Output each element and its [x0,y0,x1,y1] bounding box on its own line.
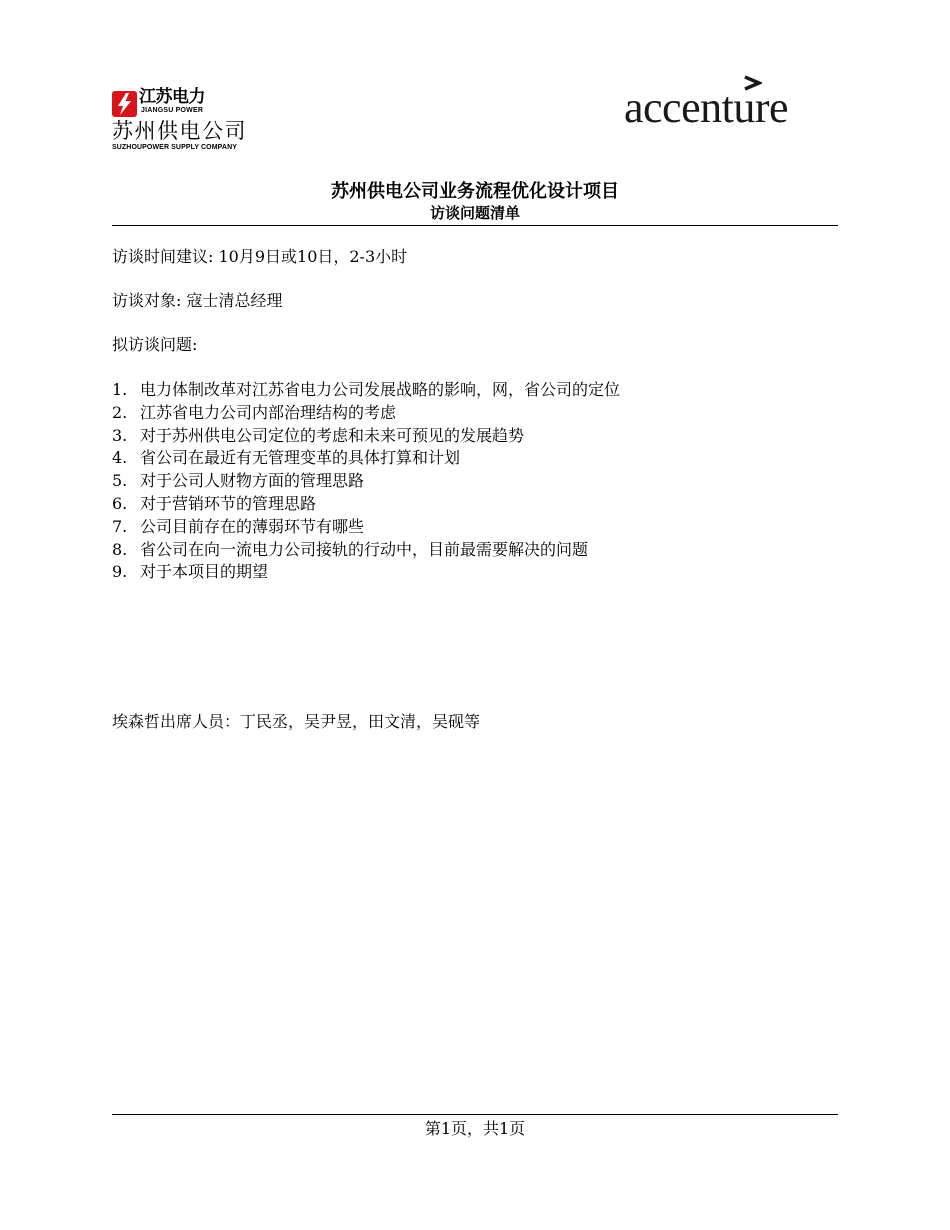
list-item-number: 6. [112,493,128,513]
accenture-wordmark: accenture [624,83,789,132]
list-item-number: 7. [112,516,128,536]
list-item-text: 对于公司人财物方面的管理思路 [140,471,365,491]
interview-time: 访谈时间建议: 10月9日或10日，2-3小时 [112,247,408,266]
accenture-logo [624,74,834,134]
list-item [112,561,620,584]
brand-name-en: JIANGSU POWER [141,107,204,114]
list-item-text: 对于本项目的期望 [140,562,269,582]
list-item-number: 2. [112,402,128,422]
interviewee: 访谈对象: 寇士清总经理 [112,291,283,310]
list-item-number: 8. [112,539,128,559]
list-item [112,402,620,425]
list-item [112,470,620,493]
list-item-text: 电力体制改革对江苏省电力公司发展战略的影响，网，省公司的定位 [140,380,621,399]
list-item [112,493,620,516]
brand-name-cn: 江苏电力 [139,87,205,107]
power-bolt-icon [112,91,137,117]
list-item-text: 对于苏州供电公司定位的考虑和未来可预见的发展趋势 [140,425,525,445]
suzhou-power-logo [112,88,287,156]
list-item [112,447,620,470]
list-item-text: 省公司在向一流电力公司接轨的行动中，目前最需要解决的问题 [140,539,589,559]
page-number: 第1页，共1页 [424,1119,526,1138]
company-name-cn: 苏州供电公司 [112,119,247,143]
list-item-text: 江苏省电力公司内部治理结构的考虑 [140,402,397,422]
header-divider [112,225,838,226]
list-item-text: 公司目前存在的薄弱环节有哪些 [140,516,365,536]
list-item [112,516,620,539]
list-item-number: 1. [112,380,128,399]
document-title: 苏州供电公司业务流程优化设计项目 [331,181,619,202]
list-item-number: 5. [112,471,128,491]
document-subtitle: 访谈问题清单 [429,204,520,222]
list-item-text: 省公司在最近有无管理变革的具体打算和计划 [140,448,461,468]
company-name-en: SUZHOUPOWER SUPPLY COMPANY [112,144,237,151]
list-item-number: 3. [112,425,128,445]
list-item-number: 4. [112,448,128,468]
attendees: 埃森哲出席人员：丁民丞，吴尹昱，田文清，吴砚等 [112,712,481,731]
questions-heading: 拟访谈问题: [112,335,198,354]
list-item [112,379,620,402]
question-list [112,379,620,584]
list-item-number: 9. [112,562,128,582]
list-item [112,539,620,562]
list-item [112,425,620,448]
footer-divider [112,1114,838,1115]
list-item-text: 对于营销环节的管理思路 [140,493,317,513]
